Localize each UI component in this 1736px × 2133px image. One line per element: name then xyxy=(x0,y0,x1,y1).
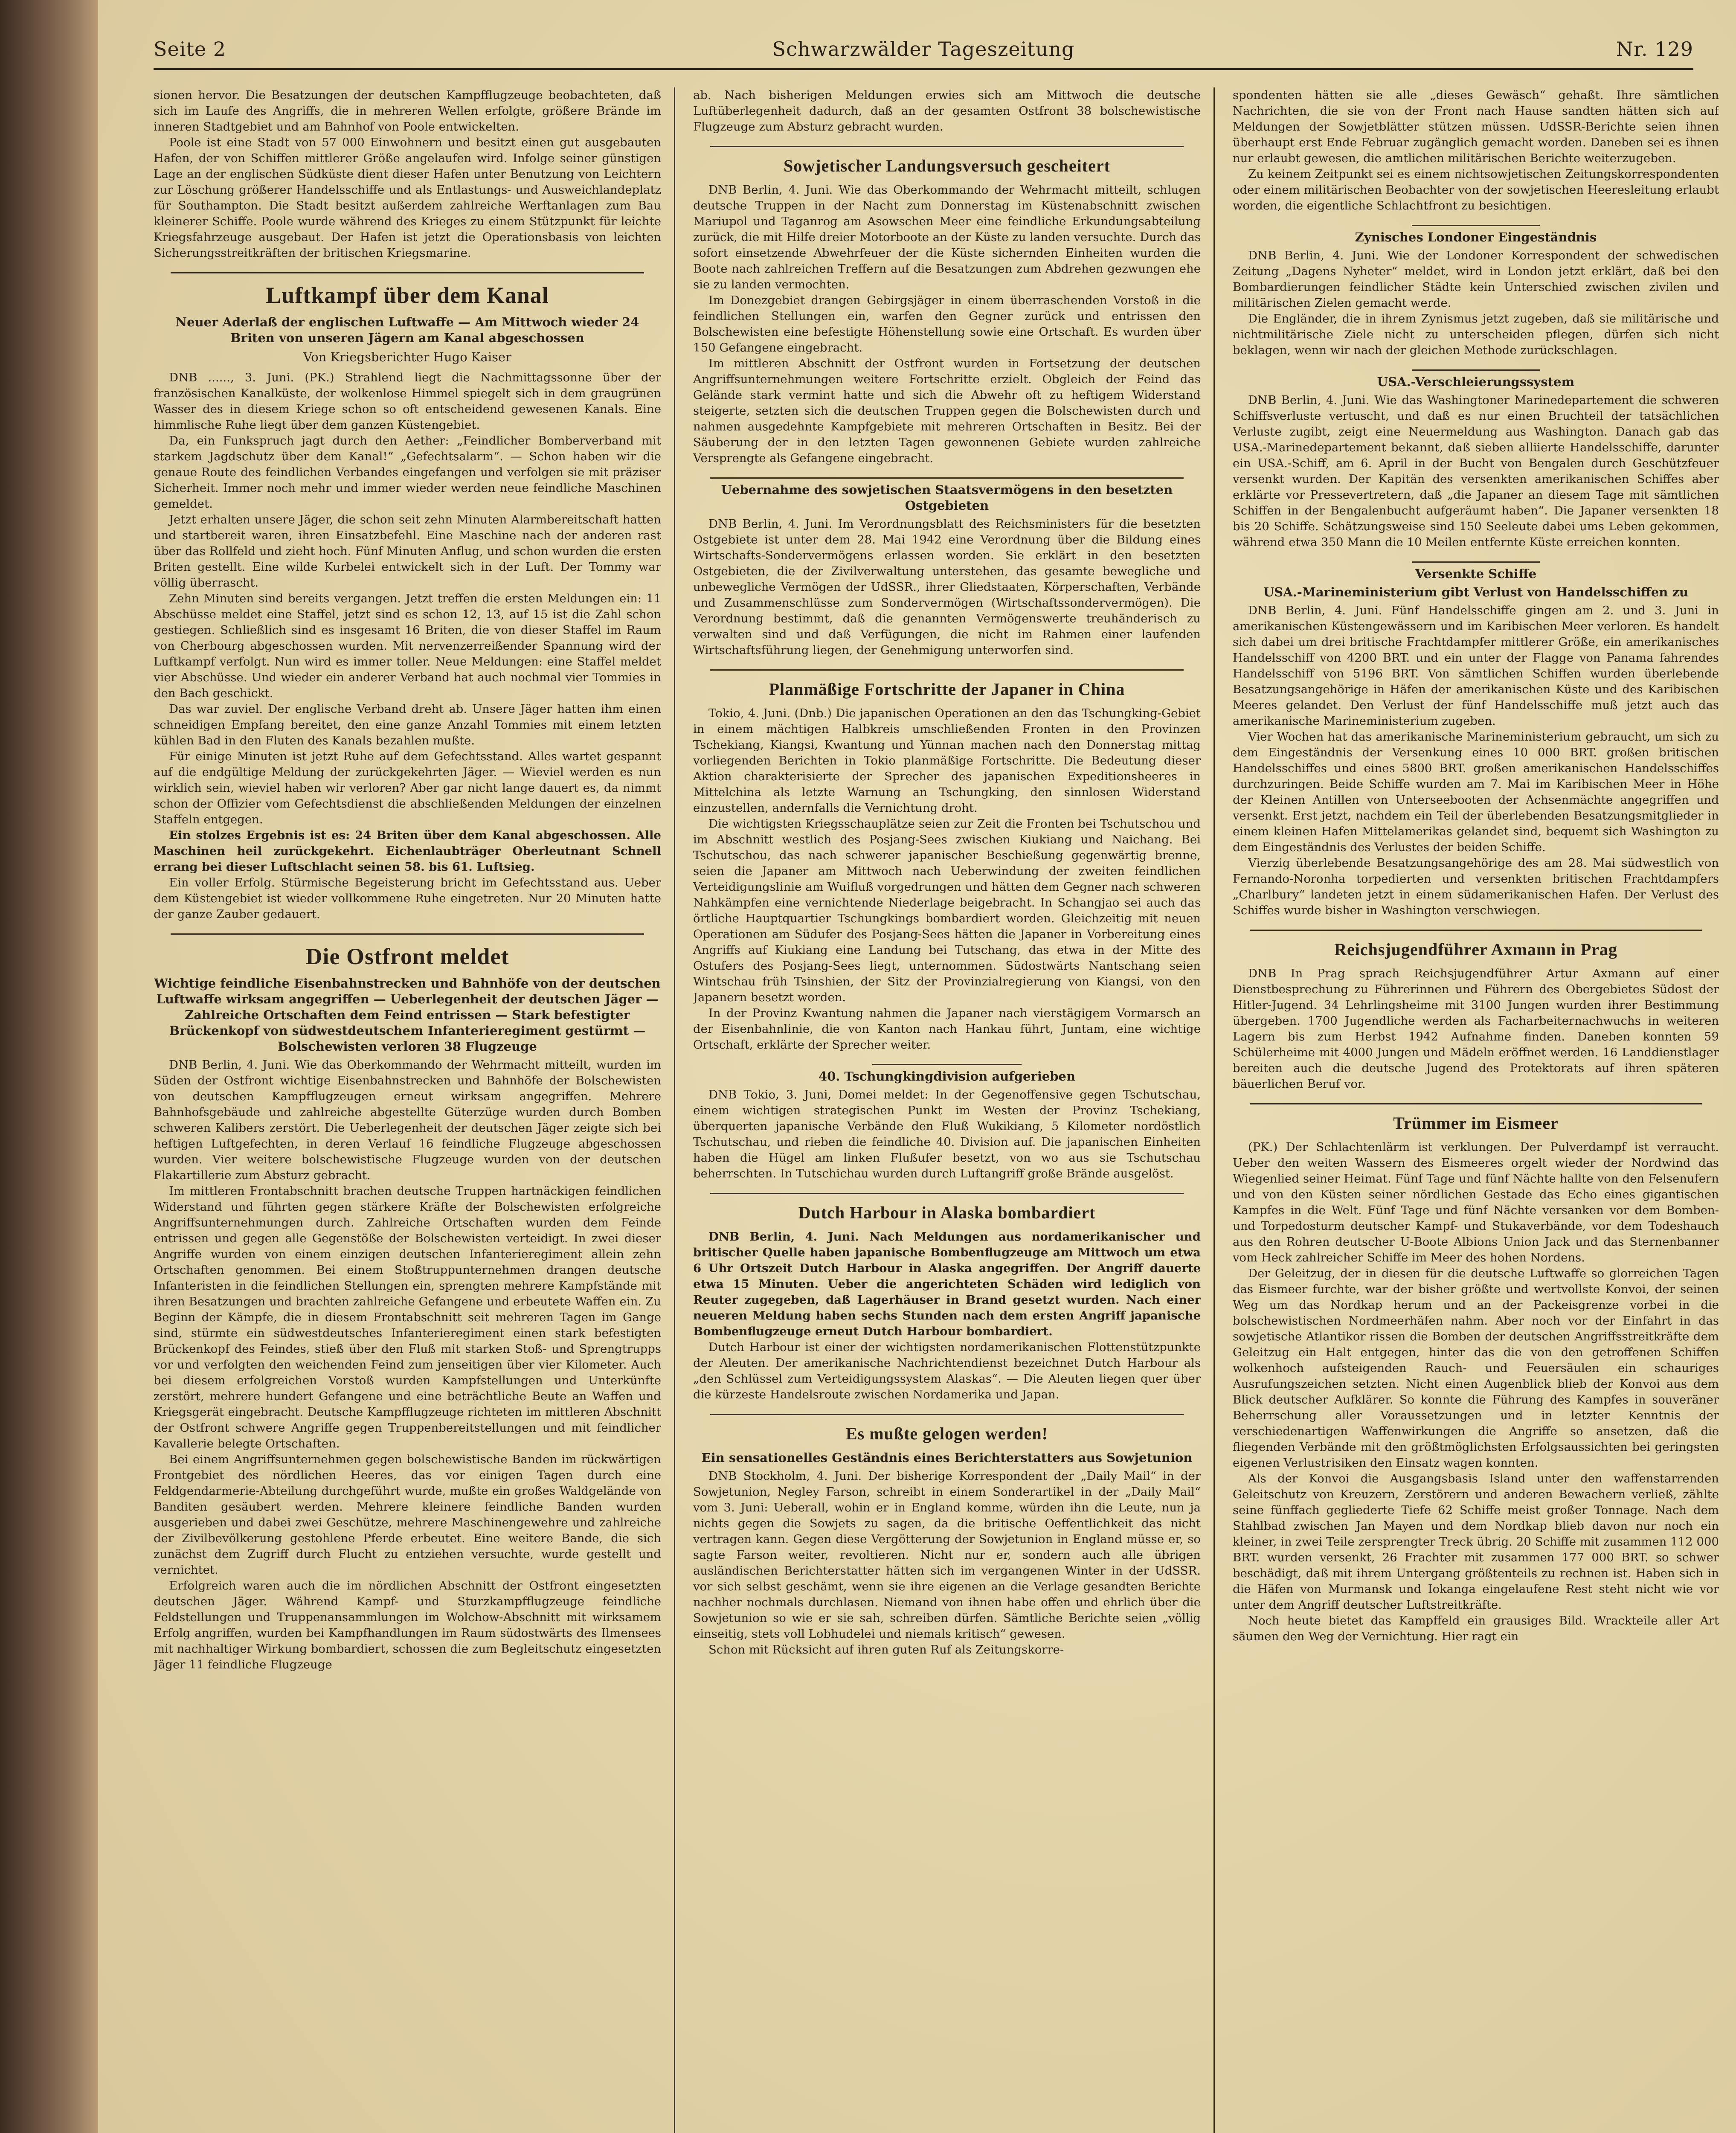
article-headline: Luftkampf über dem Kanal xyxy=(266,282,549,308)
paragraph: Erfolgreich waren auch die im nördlichen Abschnitt der Ostfront eingesetzten deutschen Jäger. Während Kampf- und Sturzkampfflugzeuge feindliche Feldstellungen und Truppenansammlungen im Wolchow-Abschnitt mit wirksamem Erfolg angriffen, wurden bei Kampfhandlungen im Raum südostwärts des Ilmensees mit nachhaltiger Wirkung bombardiert, schossen die zum Begleitschutz eingesetzten Jäger 11 feindliche Flugzeuge xyxy=(154,1579,661,1671)
paragraph: DNB Berlin, 4. Juni. Nach Meldungen aus nordamerikanischer und britischer Quelle haben japanische Bombenflugzeuge am Mittwoch um etwa 6 Uhr Ortszeit Dutch Harbour in Alaska angegriffen. Der Angriff dauerte etwa 15 Minuten. Ueber die angerichteten Schäden wird lediglich von Reuter zugegeben, daß Lagerhäuser in Brand gesetzt wurden. Nach einer neueren Meldung haben sechs Stunden nach dem ersten Angriff japanische Bombenflugzeuge erneut Dutch Harbour bombardiert. xyxy=(693,1230,1201,1338)
column-1 xyxy=(154,87,661,2133)
article-separator xyxy=(710,1193,1184,1194)
article-subheadline: USA.-Marineministerium gibt Verlust von Handelsschiffen zu xyxy=(1263,585,1689,599)
paragraph: Der Geleitzug, der in diesen für die deutsche Luftwaffe so glorreichen Tagen das Eismeer furchte, war der bisher größte und wertvollste Konvoi, der seinen Weg um das Nordkap herum und an der Packeisgrenze vorbei in die bolschewistischen Nordmeerhäfen nahm. Aber noch vor der Einfahrt in das sowjetische Atlantikor rissen die Bomben der deutschen Angriffsstreitkräfte dem Geleitzug ein Halt entgegen, hinter das die von den getroffenen Schiffen wolkenhoch aufsteigenden Rauch- und Feuersäulen ein schauriges Ausrufungszeichen setzten. Nicht einen Augenblick blieb der Konvoi aus dem Blick deutscher Aufklärer. So konnte die Führung des Kampfes in souveräner Beherrschung aller Voraussetzungen und in letzter Kenntnis der verschiedenartigen Waffenwirkungen die Angriffe so ansetzen, daß die fliegenden Verbände mit den größtmöglichsten Erfolgsaussichten bei geringsten eigenen Verlustrisiken den Einsatz wagen konnten. xyxy=(1233,1267,1719,1470)
article-separator xyxy=(710,146,1184,147)
paragraph: Poole ist eine Stadt von 57 000 Einwohnern und besitzt einen gut ausgebauten Hafen, der von Schiffen mittlerer Größe angelaufen wird. Infolge seiner günstigen Lage an der englischen Südküste dient dieser Hafen unter Benutzung von Leichtern zur Löschung größerer Handelsschiffe und als Entlastungs- und Ausweichlandeplatz für Southampton. Die Stadt besitzt außerdem zahlreiche Werftanlagen zum Bau kleinerer Schiffe. Poole wurde während des Krieges zu einem Stützpunkt für leichte Kriegsfahrzeuge ausgebaut. Der Hafen ist jetzt die Operationsbasis von leichten Sicherungsstreitkräften der britischen Kriegsmarine. xyxy=(154,136,661,260)
paragraph: Als der Konvoi die Ausgangsbasis Island unter den waffenstarrenden Geleitschutz von Kreuzern, Zerstörern und anderen Bewachern verließ, zählte seine fünffach gegliederte Tiefe 62 Schiffe meist großer Tonnage. Nach dem Stahlbad zwischen Jan Mayen und dem Nordkap blieb davon nur noch ein kleiner, in zwei Teile zersprengter Treck übrig. 20 Schiffe mit zusammen 112 000 BRT. wurden versenkt, 26 Frachter mit zusammen 177 000 BRT. so schwer beschädigt, daß mit ihrem Untergang größtenteils zu rechnen ist. Haben sich in die Häfen von Murmansk und Iokanga eingelaufene Rest steht nicht wie vor unter dem Angriff deutscher Luftstreitkräfte. xyxy=(1233,1472,1719,1612)
article-separator xyxy=(1412,225,1540,226)
article-headline: Planmäßige Fortschritte der Japaner in China xyxy=(769,680,1125,699)
paragraph: Da, ein Funkspruch jagt durch den Aether: „Feindlicher Bomberverband mit starkem Jagdschutz über dem Kanal!“ „Gefechtsalarm“. — Schon haben wir die genaue Route des feindlichen Verbandes eingefangen und verfolgen sie mit präziser Sicherheit. Immer noch mehr und immer wieder werden neue feindliche Maschinen gemeldet. xyxy=(154,434,661,511)
paragraph: Noch heute bietet das Kampffeld ein grausiges Bild. Wrackteile aller Art säumen den Weg der Vernichtung. Hier ragt ein xyxy=(1233,1614,1719,1643)
column-divider xyxy=(674,87,675,2133)
paragraph: Vierzig überlebende Besatzungsangehörige des am 28. Mai südwestlich von Fernando-Noronha torpedierten und versenkten britischen Frachtdampfers „Charlbury“ landeten jetzt in einem südamerikanischen Hafen. Der Verlust des Schiffes wurde bisher in Washington verschwiegen. xyxy=(1233,856,1719,917)
paragraph: sionen hervor. Die Besatzungen der deutschen Kampfflugzeuge beobachteten, daß sich im Laufe des Angriffs, die in mehreren Wellen erfolgte, größere Brände im inneren Stadtgebiet und am Bahnhof von Poole entwickelten. xyxy=(154,88,661,134)
header-rule xyxy=(154,68,1693,70)
paragraph: DNB Berlin, 4. Juni. Wie das Oberkommando der Wehrmacht mitteilt, schlugen deutsche Truppen in der Nacht zum Donnerstag im Küstenabschnitt zwischen Mariupol und Taganrog am Asowschen Meer eine feindliche Erkundungsabteilung zurück, die mit Hilfe dreier Motorboote an der Küste zu landen versuchte. Durch das sofort einsetzende Abwehrfeuer der die Küste sichernden Einheiten wurden die Boote nach zahlreichen Treffern auf die Besatzungen zum Abdrehen gezwungen ehe sie zu landen vermochten. xyxy=(693,183,1201,291)
article-separator xyxy=(1412,561,1540,563)
paragraph: DNB Stockholm, 4. Juni. Der bisherige Korrespondent der „Daily Mail“ in der Sowjetunion, Negley Farson, schreibt in einem Sonderartikel in der „Daily Mail“ vom 3. Juni: Ueberall, wohin er in England komme, würden ihn die Leute, nun ja nichts gegen die Sowjets zu sagen, da die britische Oeffentlichkeit das nicht vertragen kann. Gegen diese Vergötterung der Sowjetunion in England müsse er, so sagte Farson weiter, revoltieren. Nicht nur er, sondern auch alle übrigen ausländischen Berichterstatter hätten sich im vergangenen Winter in der UdSSR. vor sich selbst geschämt, wenn sie ihre eigenen an die Verlage gesandten Berichte nachher nochmals durchlasen. Niemand von ihnen habe offen und ehrlich über die Sowjetunion so wie er sie sah, schreiben dürfen. Sämtliche Berichte seien „völlig einseitig, stets voll Lobhudelei und niemals kritisch“ gewesen. xyxy=(693,1469,1201,1641)
paragraph: Schon mit Rücksicht auf ihren guten Ruf als Zeitungskorre- xyxy=(708,1643,1064,1656)
paragraph: Dutch Harbour ist einer der wichtigsten nordamerikanischen Flottenstützpunkte der Aleuten. Der amerikanische Nachrichtendienst bezeichnet Dutch Harbour als „den Schlüssel zum Verteidigungssystem Alaskas“. — Die Aleuten liegen quer über die kürzeste Handelsroute zwischen Nordamerika und Japan. xyxy=(693,1340,1201,1401)
paragraph: DNB ......, 3. Juni. (PK.) Strahlend liegt die Nachmittagssonne über der französischen Kanalküste, der wolkenlose Himmel spiegelt sich in dem graugrünen Wasser des in diesem Kriege schon so oft entscheidend gewesenen Kanals. Eine himmlische Ruhe liegt über dem ganzen Küstengebiet. xyxy=(154,371,661,432)
article-separator xyxy=(1250,1103,1702,1104)
issue-number: Nr. 129 xyxy=(1616,38,1693,61)
column-2 xyxy=(693,87,1201,2133)
paragraph: Zu keinem Zeitpunkt sei es einem nichtsowjetischen Zeitungskorrespondenten oder einem militärischen Beobachter von der sowjetischen Heeresleitung erlaubt worden, die eigentliche Schlachtfront zu besichtigen. xyxy=(1233,167,1719,212)
paragraph: Im Donezgebiet drangen Gebirgsjäger in einem überraschenden Vorstoß in die feindlichen Stellungen ein, warfen den Gegner zurück und entrissen den Bolschewisten eine befestigte Höhenstellung sowie eine Ortschaft. Es wurden über 150 Gefangene eingebracht. xyxy=(693,294,1201,355)
paragraph: DNB Berlin, 4. Juni. Fünf Handelsschiffe gingen am 2. und 3. Juni in amerikanischen Küstengewässern und im Karibischen Meer verloren. Es handelt sich dabei um drei britische Frachtdampfer mittlerer Größe, ein amerikanisches Handelsschiff von 4200 BRT. und ein unter der Flagge von Panama fahrendes Handelsschiff von 5196 BRT. Von sämtlichen Schiffen wurden überlebende Besatzungsangehörige in Häfen der amerikanischen Küste und des Karibischen Meeres gelandet. Den Verlust der fünf Handelsschiffe muß jetzt auch das amerikanische Marineministerium zugeben. xyxy=(1233,604,1719,728)
paper-name: Schwarzwälder Tageszeitung xyxy=(772,38,1075,61)
column-divider xyxy=(1213,87,1215,2133)
article-subheadline: Zynisches Londoner Eingeständnis xyxy=(1355,230,1597,244)
column-3 xyxy=(1233,87,1719,2133)
article-headline: Dutch Harbour in Alaska bombardiert xyxy=(798,1203,1096,1222)
paragraph: (PK.) Der Schlachtenlärm ist verklungen. Der Pulverdampf ist verraucht. Ueber den weiten Wassern des Eismeeres orgelt wieder der Nordwind das Wiegenlied seiner Heimat. Fünf Tage und fünf Nächte hallte von den Felsenufern und von den Küsten seiner nördlichen Gestade das Echo eines gigantischen Kampfes in die Welt. Fünf Tage und fünf Nächte versanken vor dem Bomben- und Torpedosturm deutscher Kampf- und Stukaverbände, vor dem Todeshauch aus den Rohren deutscher U-Boote Albions Union Jack und das Sternenbanner vom Heck zahlreicher Schiffe im Meer des hohen Nordens. xyxy=(1233,1140,1719,1264)
article-subheadline: Neuer Aderlaß der englischen Luftwaffe — Am Mittwoch wieder 24 Briten von unseren Jägern am Kanal abgeschossen xyxy=(175,315,639,345)
article-byline: Von Kriegsberichter Hugo Kaiser xyxy=(303,350,512,364)
article-headline: Sowjetischer Landungsversuch gescheitert xyxy=(784,156,1110,175)
article-separator xyxy=(1412,369,1540,371)
article-separator xyxy=(710,1414,1184,1415)
article-subheadline: Uebernahme des sowjetischen Staatsvermögens in den besetzten Ostgebieten xyxy=(721,482,1173,513)
page-label: Seite 2 xyxy=(154,38,226,61)
article-separator xyxy=(710,477,1184,479)
article-separator xyxy=(171,272,644,273)
paragraph: DNB Berlin, 4. Juni. Im Verordnungsblatt des Reichsministers für die besetzten Ostgebiete ist unter dem 28. Mai 1942 eine Verordnung über die Bildung eines Wirtschafts-Sondervermögens erlassen worden. Sie erklärt in den besetzten Ostgebieten, die der Zivilverwaltung unterstehen, das gesamte bewegliche und unbewegliche Vermögen der UdSSR., ihrer Gliedstaaten, Körperschaften, Verbände und Zusammenschlüsse zum Sondervermögen (Wirtschaftssondervermögen). Die Verordnung bestimmt, daß die genannten Vermögenswerte treuhänderisch zu verwalten sind und daß Verfügungen, die nicht im Rahmen einer laufenden Wirtschaftsführung liegen, der Genehmigung unterworfen sind. xyxy=(693,517,1201,657)
article-separator xyxy=(1250,930,1702,931)
paragraph: Jetzt erhalten unsere Jäger, die schon seit zehn Minuten Alarmbereitschaft hatten und startbereit waren, ihren Einsatzbefehl. Eine Maschine nach der anderen rast über das Rollfeld und zieht hoch. Fünf Minuten Anflug, und schon wurden die ersten Briten gestellt. Eine wilde Kurbelei entwickelt sich in der Luft. Der Tommy war völlig überrascht. xyxy=(154,513,661,590)
paragraph: In der Provinz Kwantung nahmen die Japaner nach vierstägigem Vormarsch an der Eisenbahnlinie, die von Kanton nach Hankau führt, Juntam, eine wichtige Ortschaft, erklärte der Sprecher weiter. xyxy=(693,1006,1201,1052)
paragraph: Ein voller Erfolg. Stürmische Begeisterung bricht im Gefechtsstand aus. Ueber dem Küstengebiet ist wieder vollkommene Ruhe eingetreten. Nur 20 Minuten hatte der ganze Zauber gedauert. xyxy=(154,876,661,921)
paragraph: ab. Nach bisherigen Meldungen erwies sich am Mittwoch die deutsche Luftüberlegenheit dadurch, daß an der gesamten Ostfront 38 bolschewistische Flugzeuge zum Absturz gebracht wurden. xyxy=(693,88,1201,134)
article-separator xyxy=(710,669,1184,671)
article-subheadline: Ein sensationelles Geständnis eines Berichterstatters aus Sowjetunion xyxy=(701,1450,1193,1465)
article-subheadline: 40. Tschungkingdivision aufgerieben xyxy=(818,1069,1076,1084)
paragraph: Bei einem Angriffsunternehmen gegen bolschewistische Banden im rückwärtigen Frontgebiet des nördlichen Heeres, das vor einigen Tagen durch eine Feldgendarmerie-Abteilung durchgeführt wurde, mußte ein großes Waldgelände von Banditen gesäubert werden. Mehrere kleinere feindliche Banden wurden ausgerieben und dabei zwei Geschütze, mehrere Maschinengewehre und zahlreiche der Zivilbevölkerung gestohlene Pferde erbeutet. Eine weitere Bande, die sich zunächst dem Zugriff durch Flucht zu entziehen versuchte, wurde gestellt und vernichtet. xyxy=(154,1453,661,1577)
paragraph: Für einige Minuten ist jetzt Ruhe auf dem Gefechtsstand. Alles wartet gespannt auf die endgültige Meldung der zurückgekehrten Jäger. — Wieviel werden es nun wirklich sein, wieviel haben wir verloren? Aber gar nicht lange dauert es, da nimmt schon der Offizier vom Gefechtsdienst die abschließenden Meldungen der einzelnen Staffeln entgegen. xyxy=(154,750,661,826)
article-subheadline: Versenkte Schiffe xyxy=(1415,567,1537,581)
paragraph: Tokio, 4. Juni. (Dnb.) Die japanischen Operationen an den das Tschungking-Gebiet in einem mächtigen Halbkreis umschließenden Fronten in den Provinzen Tschekiang, Kiangsi, Kwantung und Yünnan machen nach den Donnerstag mittag vorliegenden Berichten in Tokio planmäßige Fortschritte. Die Bedeutung dieser Aktion charakterisierte der Sprecher des japanischen Expeditionsheeres in Mittelchina als letzte Warnung an Tschungking, den sinnlosen Widerstand einzustellen, andernfalls die Vernichtung droht. xyxy=(693,706,1201,815)
newspaper-page xyxy=(98,0,1736,2133)
paragraph: DNB Berlin, 4. Juni. Wie das Washingtoner Marinedepartement die schweren Schiffsverluste vertuscht, und daß es nur einen Bruchteil der tatsächlichen Verluste zugibt, zeigt eine Neuermeldung aus Washington. Danach gab das USA.-Marinedepartement bekannt, daß sieben alliierte Handelsschiffe, darunter ein USA.-Schiff, am 6. April in der Bucht von Bengalen durch Geschützfeuer versenkt wurden. Der Kapitän des versenkten amerikanischen Schiffes aber erklärte vor Pressevertretern, daß „die Japaner an diesem Tage mit sämtlichen Schiffen in der Bengalenbucht aufgeräumt haben“. Die Japaner versenkten 18 bis 20 Schiffe. Schätzungsweise sind 150 Seeleute dabei ums Leben gekommen, während etwa 350 Mann die 10 Meilen entfernte Küste erreichen konnten. xyxy=(1233,393,1719,549)
paragraph: Im mittleren Frontabschnitt brachen deutsche Truppen hartnäckigen feindlichen Widerstand und führten gegen stärkere Kräfte der Bolschewisten erfolgreiche Angriffsunternehmungen durch. Zahlreiche Ortschaften wurden dem Feinde entrissen und gegen alle Gegenstöße der Bolschewisten verteidigt. In zwei dieser Angriffe wurden von einem einzigen deutschen Infanterieregiment allein zehn Ortschaften genommen. Bei einem Stoßtruppunternehmen drangen deutsche Infanteristen in die feindlichen Stellungen ein, sprengten mehrere Kampfstände mit ihren Besatzungen und brachten zahlreiche Gefangene und erbeutete Waffen ein. Zu Beginn der Kämpfe, die in diesem Frontabschnitt seit mehreren Tagen im Gange sind, stürmte ein südwestdeutsches Infanterieregiment einen stark befestigten Brückenkopf des Feindes, stieß über den Fluß mit starken Stoß- und Sprengtrupps vor und verfolgten den weichenden Feind zum jenseitigen über vier Kilometer. Auch bei diesem erfolgreichen Vorstoß wurden Kampfstellungen und Unterkünfte zerstört, mehrere hundert Gefangene und eine beträchtliche Beute an Waffen und Kriegsgerät eingebracht. Deutsche Kampfflugzeuge richteten im mittleren Abschnitt der Ostfront schwere Angriffe gegen Truppenbereitstellungen und mit feindlicher Kavallerie belegte Ortschaften. xyxy=(154,1184,661,1450)
page-header xyxy=(154,38,1693,67)
article-headline: Trümmer im Eismeer xyxy=(1393,1113,1559,1133)
paragraph: DNB Berlin, 4. Juni. Wie das Oberkommando der Wehrmacht mitteilt, wurden im Süden der Ostfront wichtige Eisenbahnstrecken und Bahnhöfe der Bolschewisten von deutschen Kampfflugzeugen erneut wirksam angegriffen. Mehrere Bahnhofsgebäude und zahlreiche abgestellte Güterzüge wurden durch Bomben schweren Kalibers zerstört. Die Ueberlegenheit der deutschen Jäger zeigte sich bei heftigen Luftgefechten, in deren Verlauf 16 feindliche Flugzeuge abgeschossen wurden. Vier weitere bolschewistische Flugzeuge wurden von der deutschen Flakartillerie zum Absturz gebracht. xyxy=(154,1058,661,1182)
paragraph: DNB Berlin, 4. Juni. Wie der Londoner Korrespondent der schwedischen Zeitung „Dagens Nyheter“ meldet, wird in London jetzt erklärt, daß bei den Bombardierungen feindlicher Städte kein Unterschied zwischen zivilen und militärischen Zielen gemacht werde. xyxy=(1233,249,1719,310)
paragraph: Vier Wochen hat das amerikanische Marineministerium gebraucht, um sich zu dem Eingeständnis der Versenkung eines 10 000 BRT. großen britischen Handelsschiffes und eines 5800 BRT. großen amerikanischen Handelsschiffes durchzuringen. Beide Schiffe wurden am 7. Mai im Karibischen Meer in Höhe der Kleinen Antillen von Unterseebooten der Achsenmächte angegriffen und versenkt. Erst jetzt, nachdem ein Teil der überlebenden Besatzungsmitglieder in einem kleinen Hafen Mittelamerikas gelandet sind, bequemt sich Washington zu dem Eingeständnis des Verlustes der beiden Schiffe. xyxy=(1233,730,1719,854)
article-headline: Es mußte gelogen werden! xyxy=(846,1424,1048,1443)
paragraph: Das war zuviel. Der englische Verband dreht ab. Unsere Jäger hatten ihm einen schneidigen Empfang bereitet, den eine ganze Anzahl Tommies mit einem letzten kühlen Bad in den Fluten des Kanals bezahlen mußte. xyxy=(154,702,661,747)
paragraph: spondenten hätten sie alle „dieses Gewäsch“ gehaßt. Ihre sämtlichen Nachrichten, die sie von der Front nach Hause sandten hätten sich auf Meldungen der Sowjetblätter stützen müssen. UdSSR-Berichte seien ihnen überhaupt erst Ende Februar zugänglich gemacht worden. Daneben sei es ihnen nur erlaubt gewesen, die amtlichen militärischen Berichte weiterzugeben. xyxy=(1233,88,1719,165)
article-separator xyxy=(171,933,644,935)
paragraph: Die Engländer, die in ihrem Zynismus jetzt zugeben, daß sie militärische und nichtmilitärische Ziele nicht zu unterscheiden pflegen, dürfen sich nicht beklagen, wenn wir nach der gleichen Methode zurückschlagen. xyxy=(1233,312,1719,357)
paragraph: DNB Tokio, 3. Juni, Domei meldet: In der Gegenoffensive gegen Tschutschau, einem wichtigen strategischen Punkt im Westen der Provinz Tschekiang, überquerten japanische Verbände den Fluß Wukikiang, 5 Kilometer nordöstlich Tschutschau, und rieben die feindliche 40. Division auf. Die japanischen Einheiten haben die Hügel am linken Flußufer besetzt, von wo aus sie Tschutschau beherrschten. In Tutschichau wurden durch Luftangriff große Brände ausgelöst. xyxy=(693,1088,1201,1180)
paragraph: DNB In Prag sprach Reichsjugendführer Artur Axmann auf einer Dienstbesprechung zu Führerinnen und Führern des Obergebietes Südost der Hitler-Jugend. 34 Lehrlingsheime mit 3100 Jungen wurden ihrer Bestimmung übergeben. 1700 Jugendliche werden als Facharbeiternachwuchs in weiteren Lagern bis zum Herbst 1942 Aufnahme finden. Daneben konnten 59 Schülerheime mit 4000 Jungen und Mädeln eröffnet werden. 16 Landdienstlager bereiten auch die deutsche Jugend des Protektorats auf ihren späteren bäuerlichen Beruf vor. xyxy=(1233,967,1719,1091)
article-separator xyxy=(872,1064,1022,1065)
paragraph: Im mittleren Abschnitt der Ostfront wurden in Fortsetzung der deutschen Angriffsunternehmungen weitere Fortschritte erzielt. Obgleich der Feind das Gelände stark vermint hatte und sich die Abwehr oft zu heftigem Widerstand steigerte, setzten sich die deutschen Truppen gegen die Bolschewisten durch und nahmen ausgedehnte Kampfgebiete mit mehreren Ortschaften in Besitz. Bei der Säuberung der in den letzten Tagen gewonnenen Gebiete wurden zahlreiche Versprengte als Gefangene eingebracht. xyxy=(693,357,1201,465)
paragraph: Zehn Minuten sind bereits vergangen. Jetzt treffen die ersten Meldungen ein: 11 Abschüsse meldet eine Staffel, jetzt sind es schon 12, 13, auf 15 ist die Zahl schon gestiegen. Schließlich sind es insgesamt 16 Briten, die von dieser Staffel im Raum von Cherbourg abgeschossen wurden. Mit nervenzerreißender Spannung wird der Luftkampf verfolgt. Nun wird es immer toller. Neue Meldungen: eine Staffel meldet vier Abschüsse. Und wieder ein anderer Verband hat auch nochmal vier Tommies in den Bach geschickt. xyxy=(154,592,661,700)
article-subheadline: USA.-Verschleierungssystem xyxy=(1377,375,1575,389)
book-binding xyxy=(0,0,98,2133)
article-subheadline: Wichtige feindliche Eisenbahnstrecken und Bahnhöfe von der deutschen Luftwaffe wirksam angegriffen — Ueberlegenheit der deutschen Jäger — Zahlreiche Ortschaften dem Feind entrissen — Stark befestigter Brückenkopf von südwestdeutschem Infanterieregiment gestürmt — Bolschewisten verloren 38 Flugzeuge xyxy=(154,976,661,1054)
article-headline: Reichsjugendführer Axmann in Prag xyxy=(1334,940,1617,959)
paragraph: Ein stolzes Ergebnis ist es: 24 Briten über dem Kanal abgeschossen. Alle Maschinen heil zurückgekehrt. Eichenlaubträger Oberleutnant Schnell errang bei dieser Luftschlacht seinen 58. bis 61. Luftsieg. xyxy=(154,828,661,874)
paragraph: Die wichtigsten Kriegsschauplätze seien zur Zeit die Fronten bei Tschutschou und im Abschnitt westlich des Posjang-Sees zwischen Kiukiang und Naichang. Bei Tschutschou, das nach schwerer japanischer Beschießung gegenwärtig brenne, seien die Japaner am Mittwoch nach Ueberwindung der zweiten feindlichen Verteidigungslinie am Wuifluß vorgedrungen und hätten dem Gegner nach schweren Nahkämpfen eine vernichtende Niederlage beigebracht. In Schangjao sei auch das örtliche Hauptquartier Tschungkings bombardiert worden. Gleichzeitig mit neuen Operationen am Südufer des Posjang-Sees hätten die Japaner in Vorbereitung eines Angriffs auf Kiukiang eine Landung bei Tutschang, das etwa in der Mitte des Ostufers des Posjang-Sees liegt, unternommen. Südostwärts Nantschang seien Wintschau früh Tsinshien, der Sitz der Provinzialregierung von Kiangsi, von den Japanern besetzt worden. xyxy=(693,817,1201,1004)
article-headline: Die Ostfront meldet xyxy=(305,944,509,969)
